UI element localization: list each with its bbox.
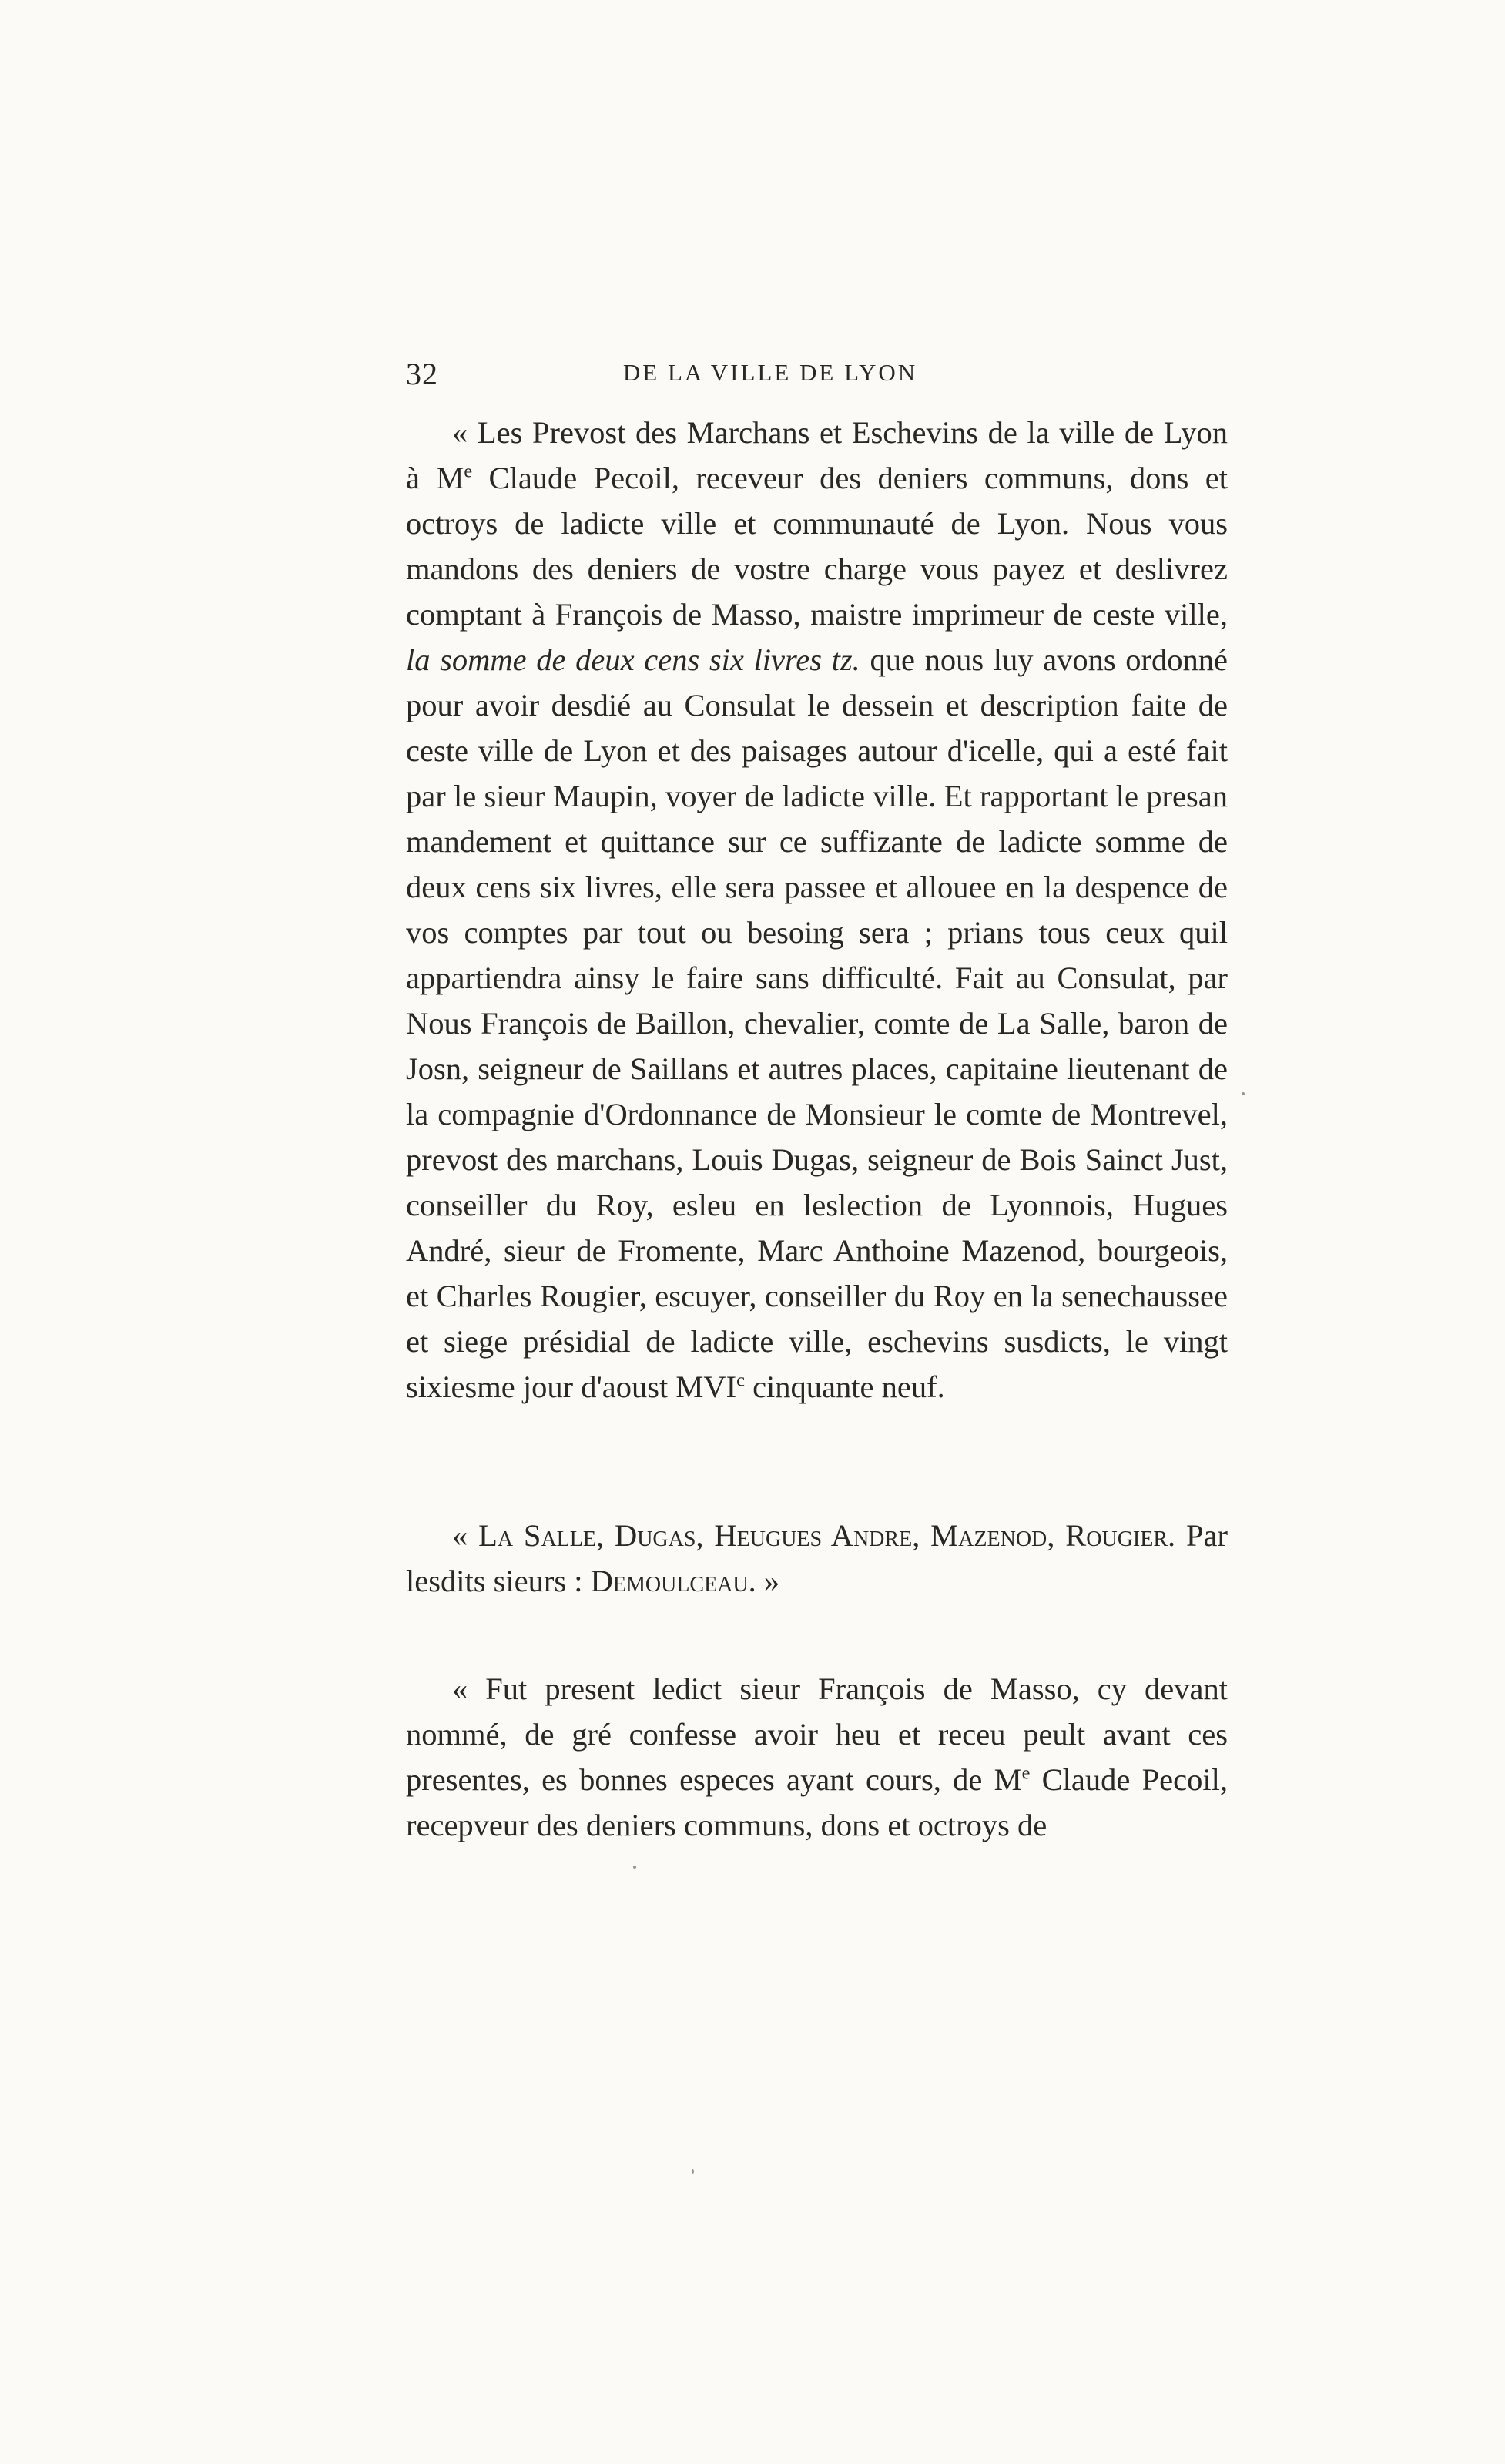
text-segment: « Les Prevost des Marchans et Eschevins de la ville de Lyon à M xyxy=(406,415,1228,495)
running-head: DE LA VILLE DE LYON xyxy=(622,359,918,386)
text-segment: « xyxy=(452,1518,479,1553)
paragraph-mandate xyxy=(406,410,1228,1410)
paragraph-indent xyxy=(406,415,452,450)
text-segment: Claude Pecoil, recepveur des deniers communs, dons et octroys de xyxy=(406,1762,1228,1842)
italic-amount: la somme de deux cens six livres tz. xyxy=(406,642,860,677)
paragraph-indent xyxy=(406,1518,452,1553)
countersigner-name: Demoulceau xyxy=(590,1564,749,1598)
paper-speck xyxy=(692,2169,694,2174)
paragraph-receipt xyxy=(406,1666,1228,1848)
paragraph-indent xyxy=(406,1671,452,1706)
text-segment: que nous luy avons ordonné pour avoir desdié au Consulat le dessein et description faite de ceste ville de Lyon et des paisages autour d'icelle, qui a esté fait par le sieur Maupin, voyer de ladicte ville. Et rapportant le presan mandement et quittance sur ce suffizante de ladicte somme de deux cens six livres, elle sera passee et allouee en la despence de vos comptes par tout ou besoing sera ; prians tous ceux quil appartiendra ainsy le faire sans difficulté. Fait au Consulat, par Nous François de Baillon, chevalier, comte de La Salle, baron de Josn, seigneur de Saillans et autres places, capitaine lieutenant de la compagnie d'Ordonnance de Monsieur le comte de Montrevel, prevost des marchans, Louis Dugas, seigneur de Bois Sainct Just, conseiller du Roy, esleu en leslection de Lyonnois, Hugues André, sieur de Fromente, Marc Anthoine Mazenod, bourgeois, et Charles Rougier, escuyer, conseiller du Roy en la senechaussee et siege présidial de ladicte ville, eschevins susdicts, le vingt sixiesme jour d'aoust MVI xyxy=(406,642,1228,1404)
signatory-names: La Salle, Dugas, Heugues Andre, Mazenod, Rougier xyxy=(478,1518,1168,1553)
paper-speck xyxy=(1242,1092,1245,1095)
paragraph-signatures xyxy=(406,1513,1228,1604)
superscript: e xyxy=(1021,1762,1031,1784)
superscript: c xyxy=(736,1369,745,1391)
text-segment: . Par lesdits sieurs : xyxy=(406,1518,1228,1598)
page-number: 32 xyxy=(406,357,438,391)
text-segment: « Fut present ledict sieur François de Masso, cy devant nommé, de gré confesse avoir heu et receu peult avant ces presentes, es bonnes especes ayant cours, de M xyxy=(406,1671,1228,1797)
superscript: e xyxy=(464,461,473,482)
text-segment: Claude Pecoil, receveur des deniers communs, dons et octroys de ladicte ville et communauté de Lyon. Nous vous mandons des deniers de vostre charge vous payez et deslivrez comptant à François de Masso, maistre imprimeur de ceste ville, xyxy=(406,461,1228,632)
paper-speck xyxy=(633,1866,636,1869)
text-segment: cinquante neuf. xyxy=(744,1369,945,1404)
text-segment: . » xyxy=(748,1564,780,1598)
